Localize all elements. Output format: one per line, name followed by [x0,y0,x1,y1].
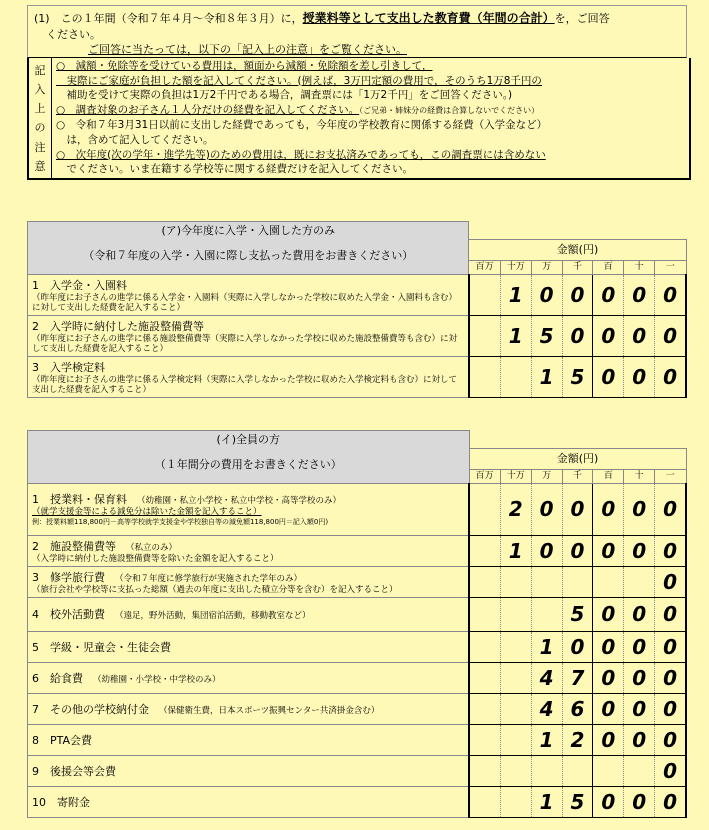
question-line-2: ください。 [27,27,687,43]
amount-digit-cell[interactable]: 0 [624,662,655,693]
digit-header: 十万 [500,469,531,483]
amount-digit-cell[interactable]: 0 [562,315,593,356]
digit-header: 十 [624,469,655,483]
side-char: 入 [34,82,46,96]
amount-digit-cell[interactable]: 5 [562,356,593,397]
item-label: 10 寄附金 [32,795,90,809]
amount-digit-cell[interactable]: 0 [655,693,686,724]
digit-header: 十 [624,260,655,274]
digit-header: 百万 [469,260,500,274]
note-line: ○ 次年度(次の学年・進学先等)のための費用は，既にお支払済みであっても，この調査票には含めない [56,148,546,161]
amount-digit-cell[interactable]: 0 [593,786,624,817]
amount-digit-cell[interactable] [500,755,531,786]
amount-digit-cell[interactable] [593,755,624,786]
item-label-cell [28,356,469,397]
table-row [28,315,687,356]
amount-digit-cell[interactable]: 0 [655,483,686,535]
table-row [28,566,687,597]
amount-digit-cell[interactable] [469,356,500,397]
table-b-tab: (イ)全員の方 [28,431,470,449]
amount-digit-cell[interactable]: 2 [562,724,593,755]
note-text: ○ 調査対象のお子さん１人分だけの経費を記入してください。 [56,103,360,116]
side-char: 記 [34,63,46,77]
notes-header: ご回答に当たっては，以下の「記入上の注意」をご覧ください。 [27,43,687,58]
item-label: 2 入学時に納付した施設整備費等 [32,319,204,333]
amount-digit-cell[interactable]: 0 [562,631,593,662]
amount-digit-cell[interactable]: 7 [562,662,593,693]
amount-digit-cell[interactable]: 0 [593,631,624,662]
digit-header: 十万 [500,260,531,274]
item-label: 7 その他の学校納付金 [32,702,149,716]
amount-digit-cell[interactable]: 0 [655,786,686,817]
amount-digit-cell[interactable]: 0 [531,483,562,535]
item-label: 3 入学検定料 [32,360,105,374]
amount-digit-cell[interactable]: 0 [624,274,655,315]
question-line [27,5,687,27]
item-label-cell [28,535,470,566]
item-label-cell [28,786,470,817]
amount-digit-cell[interactable] [531,597,562,631]
note-line: 補助を受けて実際の負担は1万2千円である場合，調査票には「1万2千円」をご回答ください。) [56,89,513,102]
amount-digit-cell[interactable] [469,631,500,662]
notes-side-label [29,58,52,178]
amount-digit-cell[interactable] [469,662,500,693]
item-label: 6 給食費 [32,671,83,685]
table-row [28,483,687,535]
item-note: （幼稚園・小学校・中学校のみ） [93,674,221,685]
note-line: 実際にご家庭が負担した額を記入してください。(例えば，3万円定額の費用で，そのうち1万8千円の [56,74,542,87]
amount-digit-cell[interactable]: 0 [655,662,686,693]
side-char: 上 [34,102,46,116]
note-line: ○ 令和７年3月31日以前に支出した経費であっても，今年度の学校教育に関係する経費（入学金など） [56,119,548,132]
amount-digit-cell[interactable]: 1 [531,724,562,755]
table-row [28,535,687,566]
amount-digit-cell[interactable] [500,693,531,724]
amount-digit-cell[interactable] [500,631,531,662]
table-row [28,786,687,817]
amount-digit-cell[interactable] [500,597,531,631]
amount-digit-cell[interactable]: 0 [624,483,655,535]
side-char: 注 [34,140,46,154]
item-description: （昨年度にお子さんの進学に係る施設整備費等（実際に入学しなかった学校に収めた施設整備費等も含む）に対して支出した経費を記入すること） [32,333,458,354]
amount-digit-cell[interactable] [469,566,500,597]
amount-digit-cell[interactable]: 0 [593,724,624,755]
question-suffix: を，ご回答 [554,12,610,25]
digit-header: 一 [655,260,686,274]
table-row [28,274,687,315]
amount-digit-cell[interactable]: 5 [562,597,593,631]
amount-digit-cell[interactable]: 0 [655,315,686,356]
amount-digit-cell[interactable] [562,566,593,597]
amount-digit-cell[interactable] [469,315,500,356]
amount-digit-cell[interactable]: 0 [655,755,686,786]
item-label-cell [28,724,470,755]
amount-digit-cell[interactable]: 0 [624,597,655,631]
item-description: （旅行会社や学校等に支払った総額（過去の年度に支出した積立分等を含む）を記入すること） [32,584,398,595]
question-emphasis: 授業料等として支出した教育費（年間の合計） [302,11,555,25]
amount-digit-cell[interactable]: 0 [655,566,686,597]
item-label: 4 校外活動費 [32,608,105,621]
amount-digit-cell[interactable]: 0 [624,356,655,397]
side-char: の [34,121,46,135]
amount-digit-cell[interactable] [531,755,562,786]
amount-digit-cell[interactable]: 0 [562,274,593,315]
item-label-cell [28,755,470,786]
amount-digit-cell[interactable]: 0 [624,786,655,817]
amount-digit-cell[interactable]: 0 [593,662,624,693]
amount-digit-cell[interactable]: 1 [500,315,531,356]
amount-digit-cell[interactable]: 0 [593,693,624,724]
item-label: 5 学級・児童会・生徒会費 [32,640,171,654]
amount-digit-cell[interactable]: 0 [624,631,655,662]
table-row [28,662,687,693]
item-description: （入学時に納付した施設整備費等を除いた金額を記入すること） [32,553,279,564]
amount-digit-cell[interactable]: 5 [531,315,562,356]
amount-digit-cell[interactable] [469,755,500,786]
item-note: （令和７年度に修学旅行が実施された学年のみ） [115,573,303,584]
digit-header: 千 [562,260,593,274]
amount-digit-cell[interactable]: 6 [562,693,593,724]
table-row [28,693,687,724]
amount-digit-cell[interactable] [500,786,531,817]
amount-digit-cell[interactable]: 0 [593,535,624,566]
amount-digit-cell[interactable] [531,566,562,597]
amount-digit-cell[interactable]: 4 [531,693,562,724]
amount-digit-cell[interactable] [500,566,531,597]
amount-digit-cell[interactable]: 0 [624,535,655,566]
note-small: （ご兄弟・姉妹分の経費は合算しないでください） [359,105,540,115]
item-label: 2 施設整備費等 [32,539,116,553]
amount-digit-cell[interactable]: 2 [500,483,531,535]
item-label-cell [28,483,470,535]
digit-header: 百 [593,260,624,274]
amount-digit-cell[interactable]: 0 [655,535,686,566]
note-line: でください。いま在籍する学校等に関する経費だけを記入してください。 [56,163,413,176]
amount-digit-cell[interactable]: 1 [531,631,562,662]
amount-digit-cell[interactable] [469,786,500,817]
amount-digit-cell[interactable] [624,566,655,597]
item-label-cell [28,662,470,693]
amount-digit-cell[interactable]: 1 [531,356,562,397]
digit-header: 百万 [469,469,500,483]
amount-digit-cell[interactable] [624,755,655,786]
table-row [28,755,687,786]
side-char: 意 [34,160,46,174]
amount-digit-cell[interactable]: 0 [531,535,562,566]
notes-box [27,58,691,180]
amount-digit-cell[interactable]: 1 [500,274,531,315]
item-label-cell [28,315,469,356]
table-row [28,724,687,755]
item-label: 1 入学金・入園料 [32,278,127,292]
table-row [28,356,687,397]
digit-header: 万 [531,260,562,274]
amount-digit-cell[interactable] [469,724,500,755]
question-prefix: (1) この１年間（令和７年４月～令和８年３月）に， [34,12,303,25]
table-row [28,631,687,662]
item-note: （幼稚園・私立小学校・私立中学校・高等学校のみ） [137,496,342,506]
item-note: （保健衛生費，日本スポーツ振興センター共済掛金含む） [159,705,380,716]
amount-digit-cell[interactable] [500,662,531,693]
table-row [28,597,687,631]
amount-digit-cell[interactable]: 0 [624,693,655,724]
item-label-cell [28,631,470,662]
amount-digit-cell[interactable] [500,356,531,397]
amount-digit-cell[interactable]: 0 [593,274,624,315]
item-note: （私立のみ） [126,542,178,553]
amount-digit-cell[interactable]: 5 [562,786,593,817]
amount-digit-cell[interactable]: 0 [624,315,655,356]
amount-digit-cell[interactable]: 0 [655,631,686,662]
amount-digit-cell[interactable]: 0 [655,274,686,315]
amount-digit-cell[interactable] [469,483,500,535]
amount-digit-cell[interactable]: 0 [655,724,686,755]
spacer [469,222,686,240]
item-label: 3 修学旅行費 [32,570,105,584]
amount-digit-cell[interactable] [469,274,500,315]
amount-header: 金額(円) [469,239,686,260]
amount-digit-cell[interactable] [469,597,500,631]
amount-digit-cell[interactable]: 1 [531,786,562,817]
instructions-block [27,5,687,180]
note-line [56,103,685,119]
amount-digit-cell[interactable] [469,535,500,566]
item-description: （昨年度にお子さんの進学に係る入学金・入園料（実際に入学しなかった学校に収めた入学金・入園料も含む）に対して支出した経費を記入すること） [32,292,458,313]
spacer [469,431,686,449]
amount-header: 金額(円) [469,448,686,469]
amount-digit-cell[interactable]: 0 [593,315,624,356]
amount-digit-cell[interactable]: 0 [531,274,562,315]
digit-header: 万 [531,469,562,483]
amount-digit-cell[interactable]: 0 [593,356,624,397]
amount-digit-cell[interactable]: 1 [500,535,531,566]
item-label-cell [28,274,469,315]
note-line: は，含めて記入してください。 [56,133,214,146]
table-all-students [27,430,687,818]
amount-digit-cell[interactable]: 0 [655,356,686,397]
amount-digit-cell[interactable]: 0 [624,724,655,755]
digit-header: 一 [655,469,686,483]
amount-digit-cell[interactable]: 0 [562,535,593,566]
amount-digit-cell[interactable]: 4 [531,662,562,693]
note-line: ○ 減額・免除等を受けている費用は，額面から減額・免除額を差し引きして， [56,60,433,72]
amount-digit-cell[interactable] [500,724,531,755]
amount-digit-cell[interactable] [562,755,593,786]
item-note: （遠足，野外活動，集団宿泊活動，移動教室など） [115,611,311,621]
item-label: 1 授業料・保育料 [32,493,127,506]
amount-digit-cell[interactable]: 0 [562,483,593,535]
table-a-subtitle: （令和７年度の入学・入園に際し支払った費用をお書きください） [28,239,469,274]
item-description: （就学支援金等による減免分は除いた金額を記入すること） [32,507,262,517]
amount-digit-cell[interactable]: 0 [593,597,624,631]
item-label-cell [28,693,470,724]
item-label-cell [28,566,470,597]
amount-digit-cell[interactable] [469,693,500,724]
item-example: 例：授業料額118,800円－高等学校就学支援金や学校独自等の減免額118,800円＝記入額0円) [32,518,329,526]
item-description: （昨年度にお子さんの進学に係る入学検定料（実際に入学しなかった学校に収めた入学検定料も含む）に対して支出した経費を記入すること） [32,374,458,395]
amount-digit-cell[interactable]: 0 [593,483,624,535]
digit-header: 千 [562,469,593,483]
amount-digit-cell[interactable]: 0 [655,597,686,631]
table-b-subtitle: （１年間分の費用をお書きください） [28,448,470,483]
digit-header: 百 [593,469,624,483]
notes-body [52,58,689,178]
table-new-enrollees [27,221,687,398]
item-label-cell [28,597,470,631]
table-a-tab: (ア)今年度に入学・入園した方のみ [28,222,469,240]
item-label: 8 PTA会費 [32,733,93,747]
amount-digit-cell[interactable] [593,566,624,597]
item-label: 9 後援会等会費 [32,764,116,778]
